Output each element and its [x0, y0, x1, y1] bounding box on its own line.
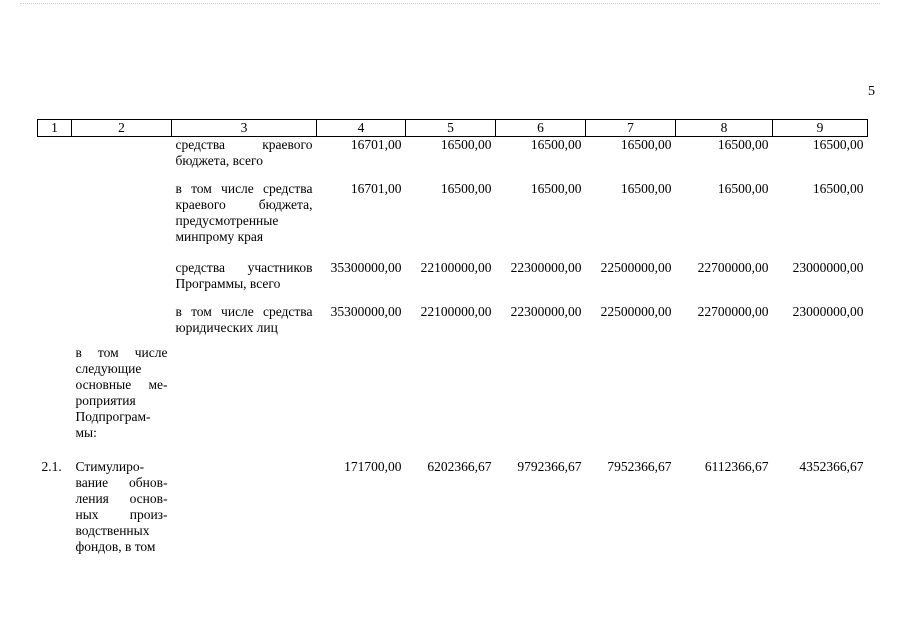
column-header: 9	[773, 120, 868, 137]
value-cell: 16500,00	[717, 181, 769, 196]
funding-source: средства участников Программы, всего	[175, 260, 313, 291]
value-cell: 22500000,00	[600, 304, 672, 319]
row-number	[38, 260, 72, 304]
budget-table	[37, 119, 868, 569]
value-cell: 4352366,67	[799, 459, 864, 474]
value-cell: 22300000,00	[510, 304, 582, 319]
value-cell: 6112366,67	[704, 459, 769, 474]
measure-name: в том числе следующие основные ме-роприятия Подпрограм-мы:	[75, 345, 168, 440]
value-cell: 22500000,00	[600, 260, 672, 275]
value-cell: 171700,00	[344, 459, 402, 474]
value-cell: 22100000,00	[420, 260, 492, 275]
column-header: 2	[72, 120, 172, 137]
row-number: 2.1.	[41, 459, 62, 474]
column-header: 5	[406, 120, 496, 137]
row-number	[38, 345, 72, 459]
value-cell: 16701,00	[350, 181, 402, 196]
column-header: 8	[676, 120, 773, 137]
row-number	[38, 181, 72, 260]
value-cell	[317, 345, 406, 459]
value-cell: 23000000,00	[792, 260, 864, 275]
column-header: 1	[38, 120, 72, 137]
value-cell: 35300000,00	[330, 260, 402, 275]
value-cell: 35300000,00	[330, 304, 402, 319]
table-row	[38, 304, 868, 345]
value-cell	[406, 345, 496, 459]
scan-artifact-line	[20, 3, 880, 8]
funding-source	[172, 459, 317, 569]
table-row	[38, 137, 868, 182]
row-number	[38, 304, 72, 345]
funding-source: средства краевого бюджета, всего	[175, 137, 313, 168]
measure-name	[72, 137, 172, 182]
value-cell: 16500,00	[530, 181, 582, 196]
column-header: 7	[586, 120, 676, 137]
value-cell: 16500,00	[620, 137, 672, 152]
value-cell: 23000000,00	[792, 304, 864, 319]
value-cell: 16500,00	[812, 137, 864, 152]
funding-source: в том числе средства краевого бюджета, предусмотренные минпрому края	[175, 181, 313, 244]
table-row	[38, 181, 868, 260]
measure-name: Стимулиро-вание обнов-ления основ-ных произ-водственных фондов, в том	[75, 459, 168, 554]
table-row	[38, 345, 868, 459]
value-cell: 9792366,67	[517, 459, 582, 474]
value-cell: 16500,00	[620, 181, 672, 196]
column-header: 6	[496, 120, 586, 137]
funding-source	[172, 345, 317, 459]
value-cell: 16701,00	[350, 137, 402, 152]
value-cell: 22700000,00	[697, 260, 769, 275]
value-cell: 7952366,67	[607, 459, 672, 474]
value-cell	[496, 345, 586, 459]
value-cell: 16500,00	[812, 181, 864, 196]
measure-name	[72, 260, 172, 304]
table-row	[38, 260, 868, 304]
value-cell: 22100000,00	[420, 304, 492, 319]
value-cell: 16500,00	[440, 181, 492, 196]
table-row	[38, 459, 868, 569]
row-number	[38, 137, 72, 182]
value-cell: 16500,00	[717, 137, 769, 152]
page-number: 5	[868, 84, 875, 99]
value-cell	[773, 345, 868, 459]
table-header-row	[38, 120, 868, 137]
value-cell: 22300000,00	[510, 260, 582, 275]
funding-source: в том числе средства юридических лиц	[175, 304, 313, 335]
measure-name	[72, 181, 172, 260]
value-cell	[676, 345, 773, 459]
value-cell	[586, 345, 676, 459]
value-cell: 22700000,00	[697, 304, 769, 319]
value-cell: 16500,00	[530, 137, 582, 152]
column-header: 3	[172, 120, 317, 137]
measure-name	[72, 304, 172, 345]
value-cell: 16500,00	[440, 137, 492, 152]
column-header: 4	[317, 120, 406, 137]
value-cell: 6202366,67	[427, 459, 492, 474]
